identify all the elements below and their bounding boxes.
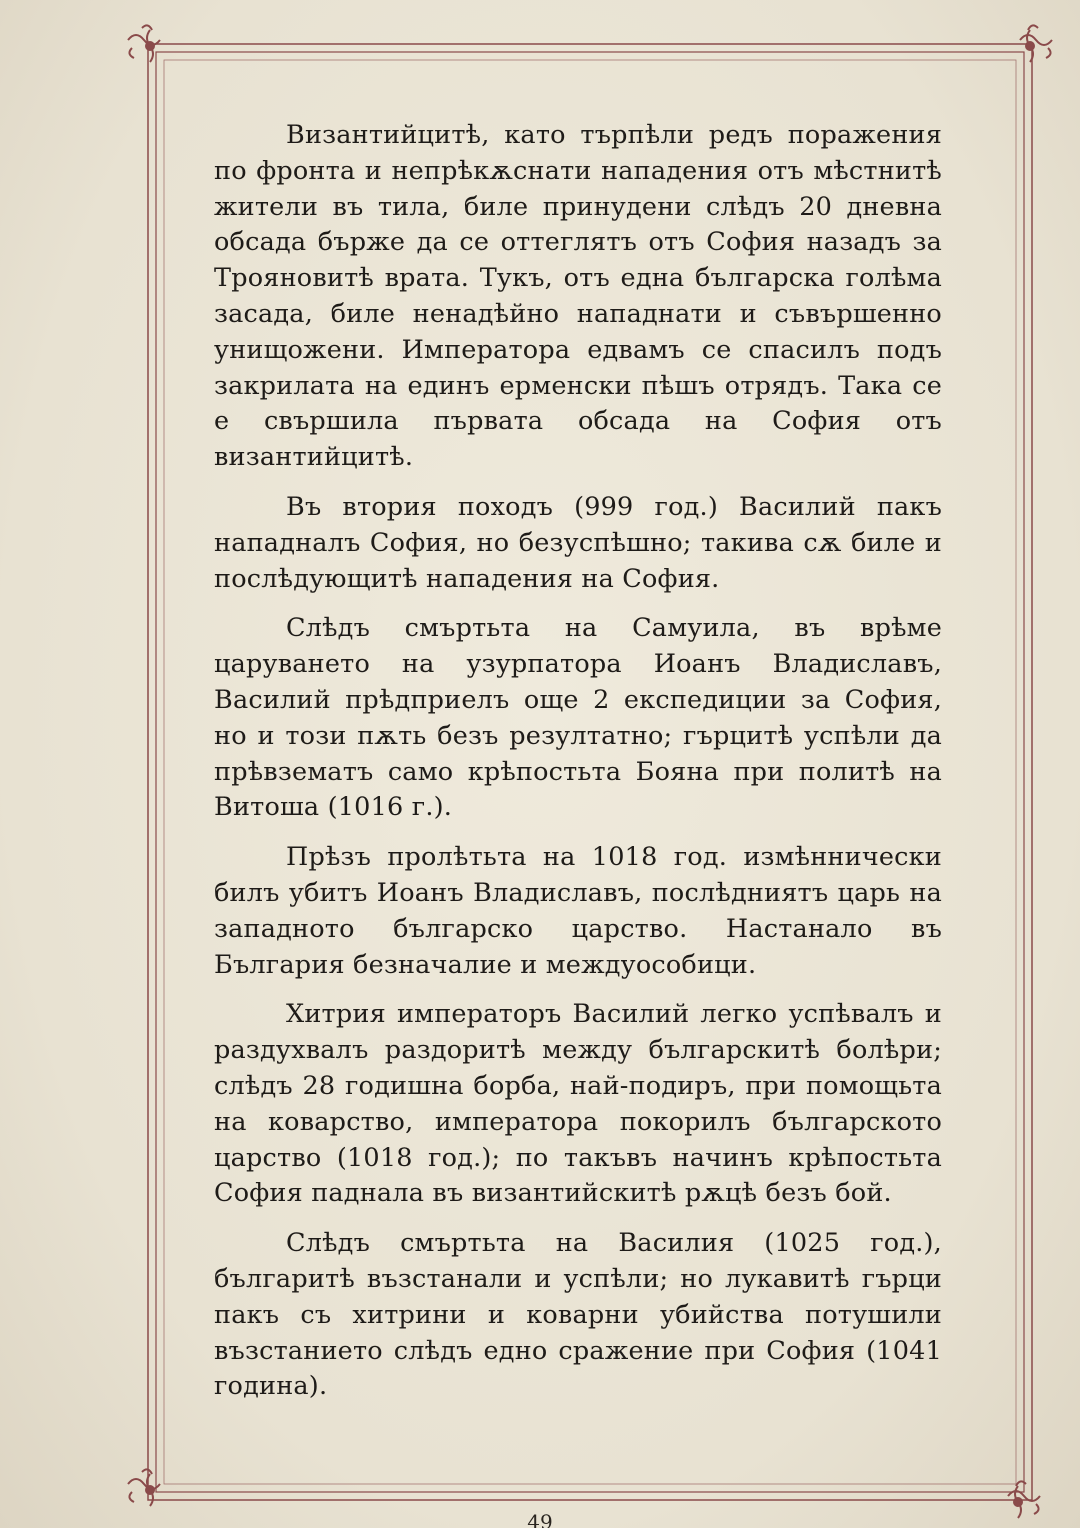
paragraph-2: Въ втория походъ (999 год.) Василий пакъ нападналъ София, но безуспѣшно; такива сѫ биле и послѣдующитѣ нападения на София. — [214, 491, 942, 594]
paragraph-1: Византийцитѣ, като търпѣли редъ поражения по фронта и непрѣкѫснати нападения отъ мѣстнитѣ жители въ тила, биле принудени слѣдъ 20 дневна обсада бърже да се оттеглятъ отъ София назадъ за Трояновитѣ врата. Тукъ, отъ една българска голѣма засада, биле ненадѣйно нападнати и съвършенно унищожени. Императора едвамъ се спасилъ подъ закрилата на единъ ерменски пѣшъ отрядъ. Така се е свършила първата обсада на София отъ византийцитѣ. — [214, 120, 942, 473]
paragraph-6: Слѣдъ смъртьта на Василия (1025 год.), българитѣ възстанали и успѣли; но лукавитѣ гърци пакъ съ хитрини и коварни убийства потушили възстанието слѣдъ едно сражение при София (1041 година). — [214, 1228, 942, 1402]
paragraph-5: Хитрия императоръ Василий легко успѣвалъ и раздухвалъ раздоритѣ между българскитѣ болѣри; слѣдъ 28 годишна борба, най-подиръ, при помощьта на коварство, императора покорилъ българското царство (1018 год.); по такъвъ начинъ крѣпостьта София паднала въ византийскитѣ рѫцѣ безъ бой. — [214, 999, 942, 1209]
paragraph-4: Прѣзъ пролѣтьта на 1018 год. измѣннически билъ убитъ Иоанъ Владиславъ, послѣдниятъ царь на западното българско царство. Настанало въ България безначалие и междуособици. — [214, 842, 942, 980]
body-text — [214, 118, 942, 1419]
paragraph-3: Слѣдъ смъртьта на Самуила, въ врѣме царуването на узурпатора Иоанъ Владиславъ, Василий прѣдприелъ още 2 експедиции за София, но и този пѫть безъ резултатно; гърцитѣ успѣли да прѣвзематъ само крѣпостьта Бояна при политѣ на Витоша (1016 г.). — [214, 613, 942, 823]
page-number: 49 — [527, 1512, 553, 1528]
corner-ornament-top-left — [128, 25, 160, 62]
